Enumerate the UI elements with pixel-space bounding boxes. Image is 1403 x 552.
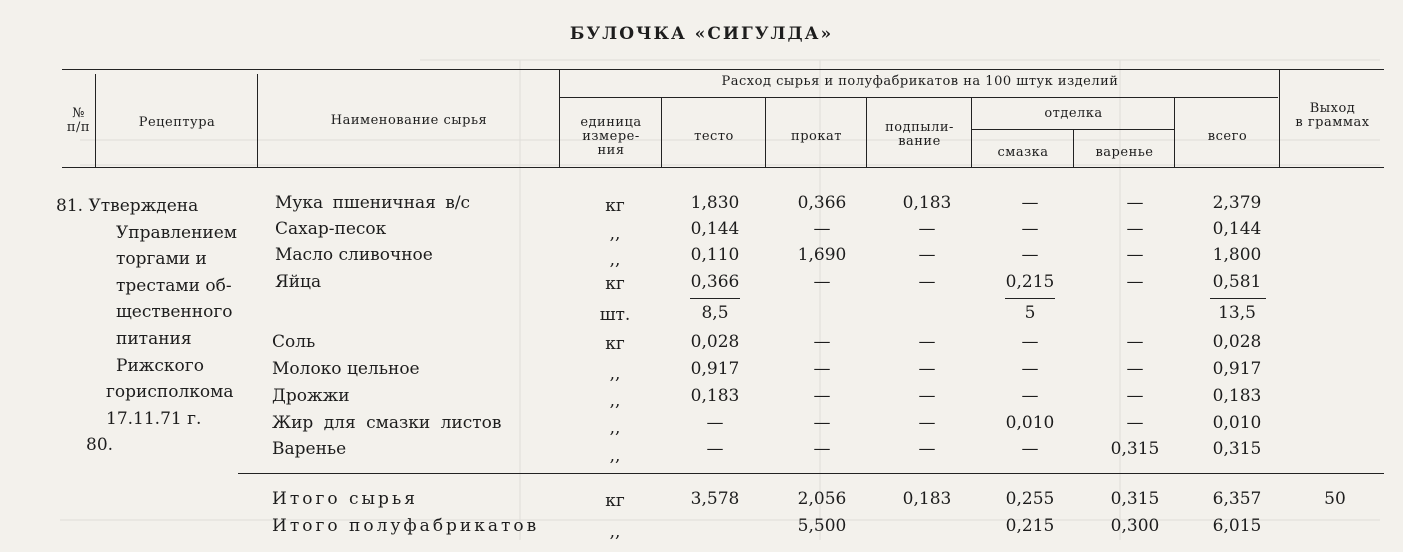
cell-rolling: —: [813, 359, 831, 379]
header-proofing-line2: вание: [898, 134, 941, 149]
cell-unit: шт.: [599, 305, 631, 325]
cell-unit: ,,: [609, 522, 621, 542]
header-proofing: [868, 121, 971, 149]
header-recipe: Рецептура: [138, 115, 216, 130]
fraction-bar-greasing: [1005, 298, 1055, 299]
cell-unit: ,,: [609, 391, 621, 411]
cell-total: 0,917: [1212, 359, 1262, 379]
header-greasing: смазка: [997, 145, 1049, 160]
cell-dough: —: [706, 413, 724, 433]
recipe-line: горисполкома: [106, 382, 234, 403]
cell-unit: ,,: [609, 250, 621, 270]
cell-unit: кг: [605, 334, 625, 354]
cell-unit: кг: [605, 491, 625, 511]
header-yield: [1281, 102, 1384, 130]
col-divider-total: [1279, 70, 1280, 167]
totals-rule: [238, 473, 1384, 474]
cell-total: 0,581: [1212, 272, 1262, 292]
cell-greasing: 0,255: [1005, 489, 1055, 509]
header-raw-material-name: Наименование сырья: [330, 113, 488, 128]
header-unit-line2: измере-: [582, 129, 640, 144]
cell-greasing: 0,215: [1005, 272, 1055, 292]
header-no-line1: №: [72, 106, 85, 121]
cell-total: 6,015: [1212, 516, 1262, 536]
cell-unit: ,,: [609, 224, 621, 244]
cell-proofing: 0,183: [902, 193, 952, 213]
cell-total: 0,183: [1212, 386, 1262, 406]
cell-dough: 0,110: [690, 245, 740, 265]
cell-rolling: —: [813, 439, 831, 459]
cell-jam: —: [1126, 272, 1144, 292]
cell-dough: 8,5: [701, 303, 729, 323]
cell-proofing: —: [918, 219, 936, 239]
cell-name: Варенье: [272, 439, 347, 459]
header-finishing: отделка: [1044, 106, 1103, 121]
header-yield-line1: Выход: [1309, 101, 1356, 116]
cell-total: 0,028: [1212, 332, 1262, 352]
header-yield-line2: в граммах: [1295, 115, 1370, 130]
header-unit-line1: единица: [580, 115, 642, 130]
page-title: БУЛОЧКА «СИГУЛДА»: [569, 24, 834, 44]
cell-rolling: —: [813, 413, 831, 433]
cell-dough: 0,917: [690, 359, 740, 379]
cell-total: 6,357: [1212, 489, 1262, 509]
cell-total: 1,800: [1212, 245, 1262, 265]
header-no: [62, 107, 95, 135]
cell-dough: 3,578: [690, 489, 740, 509]
cell-name: Яйца: [275, 272, 322, 292]
cell-jam: —: [1126, 413, 1144, 433]
recipe-line: 81. Утверждена: [56, 196, 199, 216]
cell-greasing: 0,010: [1005, 413, 1055, 433]
col-divider-dough: [765, 97, 766, 167]
cell-rolling: 0,366: [797, 193, 847, 213]
cell-total: 0,144: [1212, 219, 1262, 239]
cell-rolling: 1,690: [797, 245, 847, 265]
recipe-line: трестами об-: [116, 275, 232, 296]
expenditure-subrule: [560, 97, 1278, 98]
cell-unit: кг: [605, 274, 625, 294]
cell-greasing: —: [1021, 439, 1039, 459]
cell-jam: —: [1126, 219, 1144, 239]
cell-proofing: —: [918, 386, 936, 406]
recipe-line: питания: [116, 328, 192, 349]
cell-greasing: —: [1021, 219, 1039, 239]
col-divider-greasing: [1073, 129, 1074, 167]
cell-jam: —: [1126, 332, 1144, 352]
cell-jam: 0,315: [1110, 489, 1160, 509]
cell-proofing: —: [918, 272, 936, 292]
col-divider-no: [95, 74, 96, 167]
col-divider-jam: [1174, 97, 1175, 167]
cell-greasing: 5: [1024, 303, 1036, 323]
cell-unit: ,,: [609, 418, 621, 438]
col-divider-name: [559, 70, 560, 167]
cell-name: Итого сырья: [272, 489, 418, 509]
header-unit-line3: ния: [597, 143, 625, 158]
cell-jam: —: [1126, 386, 1144, 406]
recipe-line: Рижского: [116, 355, 204, 376]
cell-greasing: —: [1021, 193, 1039, 213]
cell-greasing: —: [1021, 245, 1039, 265]
header-dough: тесто: [694, 129, 734, 144]
cell-dough: 0,028: [690, 332, 740, 352]
cell-greasing: —: [1021, 359, 1039, 379]
cell-proofing: —: [918, 439, 936, 459]
header-expenditure: Расход сырья и полуфабрикатов на 100 штук изделий: [721, 74, 1119, 89]
header-unit: [561, 116, 661, 158]
header-rolling: прокат: [791, 129, 842, 144]
cell-name: Мука пшеничная в/с: [275, 193, 471, 213]
cell-total: 2,379: [1212, 193, 1262, 213]
cell-proofing: —: [918, 245, 936, 265]
cell-unit: ,,: [609, 364, 621, 384]
cell-name: Дрожжи: [272, 386, 350, 406]
cell-rolling: —: [813, 219, 831, 239]
cell-dough: 0,366: [690, 272, 740, 292]
recipe-line: Управлением: [116, 222, 238, 243]
header-jam: варенье: [1095, 145, 1154, 160]
cell-name: Масло сливочное: [275, 245, 433, 265]
fraction-bar-dough: [690, 298, 740, 299]
cell-jam: —: [1126, 245, 1144, 265]
cell-proofing: 0,183: [902, 489, 952, 509]
col-divider-rolling: [866, 97, 867, 167]
recipe-line: 80.: [86, 435, 114, 456]
cell-proofing: —: [918, 413, 936, 433]
cell-rolling: —: [813, 386, 831, 406]
cell-name: Сахар-песок: [275, 219, 387, 239]
cell-name: Итого полуфабрикатов: [272, 516, 540, 536]
col-divider-recipe: [257, 74, 258, 167]
recipe-approval-text: [56, 193, 237, 459]
cell-jam: 0,300: [1110, 516, 1160, 536]
table-top-rule: [62, 69, 1384, 70]
cell-total: 13,5: [1218, 303, 1256, 323]
cell-yield: 50: [1324, 489, 1346, 509]
fraction-bar-total: [1210, 298, 1266, 299]
cell-unit: кг: [605, 196, 625, 216]
cell-dough: 0,183: [690, 386, 740, 406]
cell-jam: 0,315: [1110, 439, 1160, 459]
cell-rolling: —: [813, 332, 831, 352]
header-no-line2: п/п: [66, 120, 91, 135]
cell-jam: —: [1126, 193, 1144, 213]
cell-name: Молоко цельное: [272, 359, 420, 379]
cell-proofing: —: [918, 359, 936, 379]
cell-unit: ,,: [609, 446, 621, 466]
cell-dough: 0,144: [690, 219, 740, 239]
cell-greasing: —: [1021, 332, 1039, 352]
header-proofing-line1: подпыли-: [885, 120, 954, 135]
header-bottom-rule: [62, 167, 1384, 168]
cell-total: 0,315: [1212, 439, 1262, 459]
cell-total: 0,010: [1212, 413, 1262, 433]
recipe-line: торгами и: [116, 249, 207, 270]
col-divider-proofing: [971, 97, 972, 167]
cell-rolling: —: [813, 272, 831, 292]
cell-proofing: —: [918, 332, 936, 352]
recipe-line: щественного: [116, 302, 233, 323]
cell-name: Соль: [272, 332, 316, 352]
cell-name: Жир для смазки листов: [272, 413, 502, 433]
cell-rolling: 5,500: [797, 516, 847, 536]
header-total: всего: [1207, 129, 1248, 144]
cell-jam: —: [1126, 359, 1144, 379]
col-divider-unit: [661, 97, 662, 167]
cell-dough: 1,830: [690, 193, 740, 213]
cell-rolling: 2,056: [797, 489, 847, 509]
recipe-line: 17.11.71 г.: [106, 408, 202, 429]
cell-greasing: —: [1021, 386, 1039, 406]
cell-dough: —: [706, 439, 724, 459]
cell-greasing: 0,215: [1005, 516, 1055, 536]
